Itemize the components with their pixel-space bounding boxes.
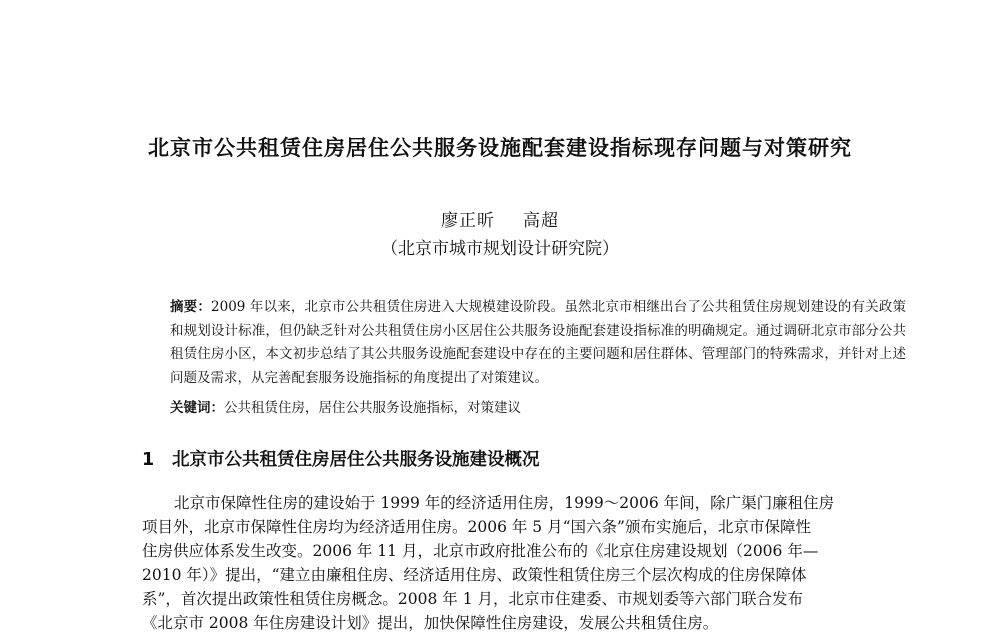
body-line: 住房供应体系发生改变。2006 年 11 月，北京市政府批准公布的《北京住房建设规划（2006 年— bbox=[142, 542, 819, 560]
author-name: 廖正昕 bbox=[441, 211, 495, 231]
paper-title: 北京市公共租赁住房居住公共服务设施配套建设指标现存问题与对策研究 bbox=[148, 136, 852, 160]
section-number: 1 bbox=[142, 450, 155, 470]
body-line: 系”，首次提出政策性租赁住房概念。2008 年 1 月，北京市住建委、市规划委等六部门联合发布 bbox=[142, 590, 804, 608]
body-line: 2010 年）》提出，“建立由廉租住房、经济适用住房、政策性租赁住房三个层次构成的住房保障体 bbox=[142, 566, 807, 584]
body-line: 北京市保障性住房的建设始于 1999 年的经济适用住房，1999～2006 年间，除广渠门廉租住房 bbox=[174, 494, 835, 512]
author-affiliation: （北京市城市规划设计研究院） bbox=[381, 239, 619, 259]
body-line: 《北京市 2008 年住房建设计划》提出，加快保障性住房建设，发展公共租赁住房。 bbox=[142, 614, 719, 632]
section-heading bbox=[142, 446, 922, 471]
abstract-label: 摘要： bbox=[170, 299, 212, 315]
keywords bbox=[170, 397, 910, 419]
author-line bbox=[0, 206, 1000, 231]
keywords-label: 关键词： bbox=[170, 400, 224, 416]
abstract-text: 2009 年以来，北京市公共租赁住房进入大规模建设阶段。虽然北京市相继出台了公共租赁住房规划建设的有关政策和规划设计标准，但仍缺乏针对公共租赁住房小区居住公共服务设施配套建设指标准的明确规定。通过调研北京市部分公共租赁住房小区，本文初步总结了其公共服务设施配套建设中存在的主要问题和居住群体、管理部门的特殊需求，并针对上述问题及需求，从完善配套服务设施指标的角度提出了对策建议。 bbox=[170, 299, 907, 386]
body-line: 项目外，北京市保障性住房均为经济适用住房。2006 年 5 月“国六条”颁布实施后，北京市保障性 bbox=[142, 518, 811, 536]
section-title: 北京市公共租赁住房居住公共服务设施建设概况 bbox=[172, 450, 540, 470]
keywords-text: 公共租赁住房，居住公共服务设施指标，对策建议 bbox=[224, 400, 521, 416]
author-name: 高超 bbox=[523, 211, 559, 231]
abstract bbox=[142, 296, 906, 390]
body-paragraph bbox=[142, 491, 908, 635]
